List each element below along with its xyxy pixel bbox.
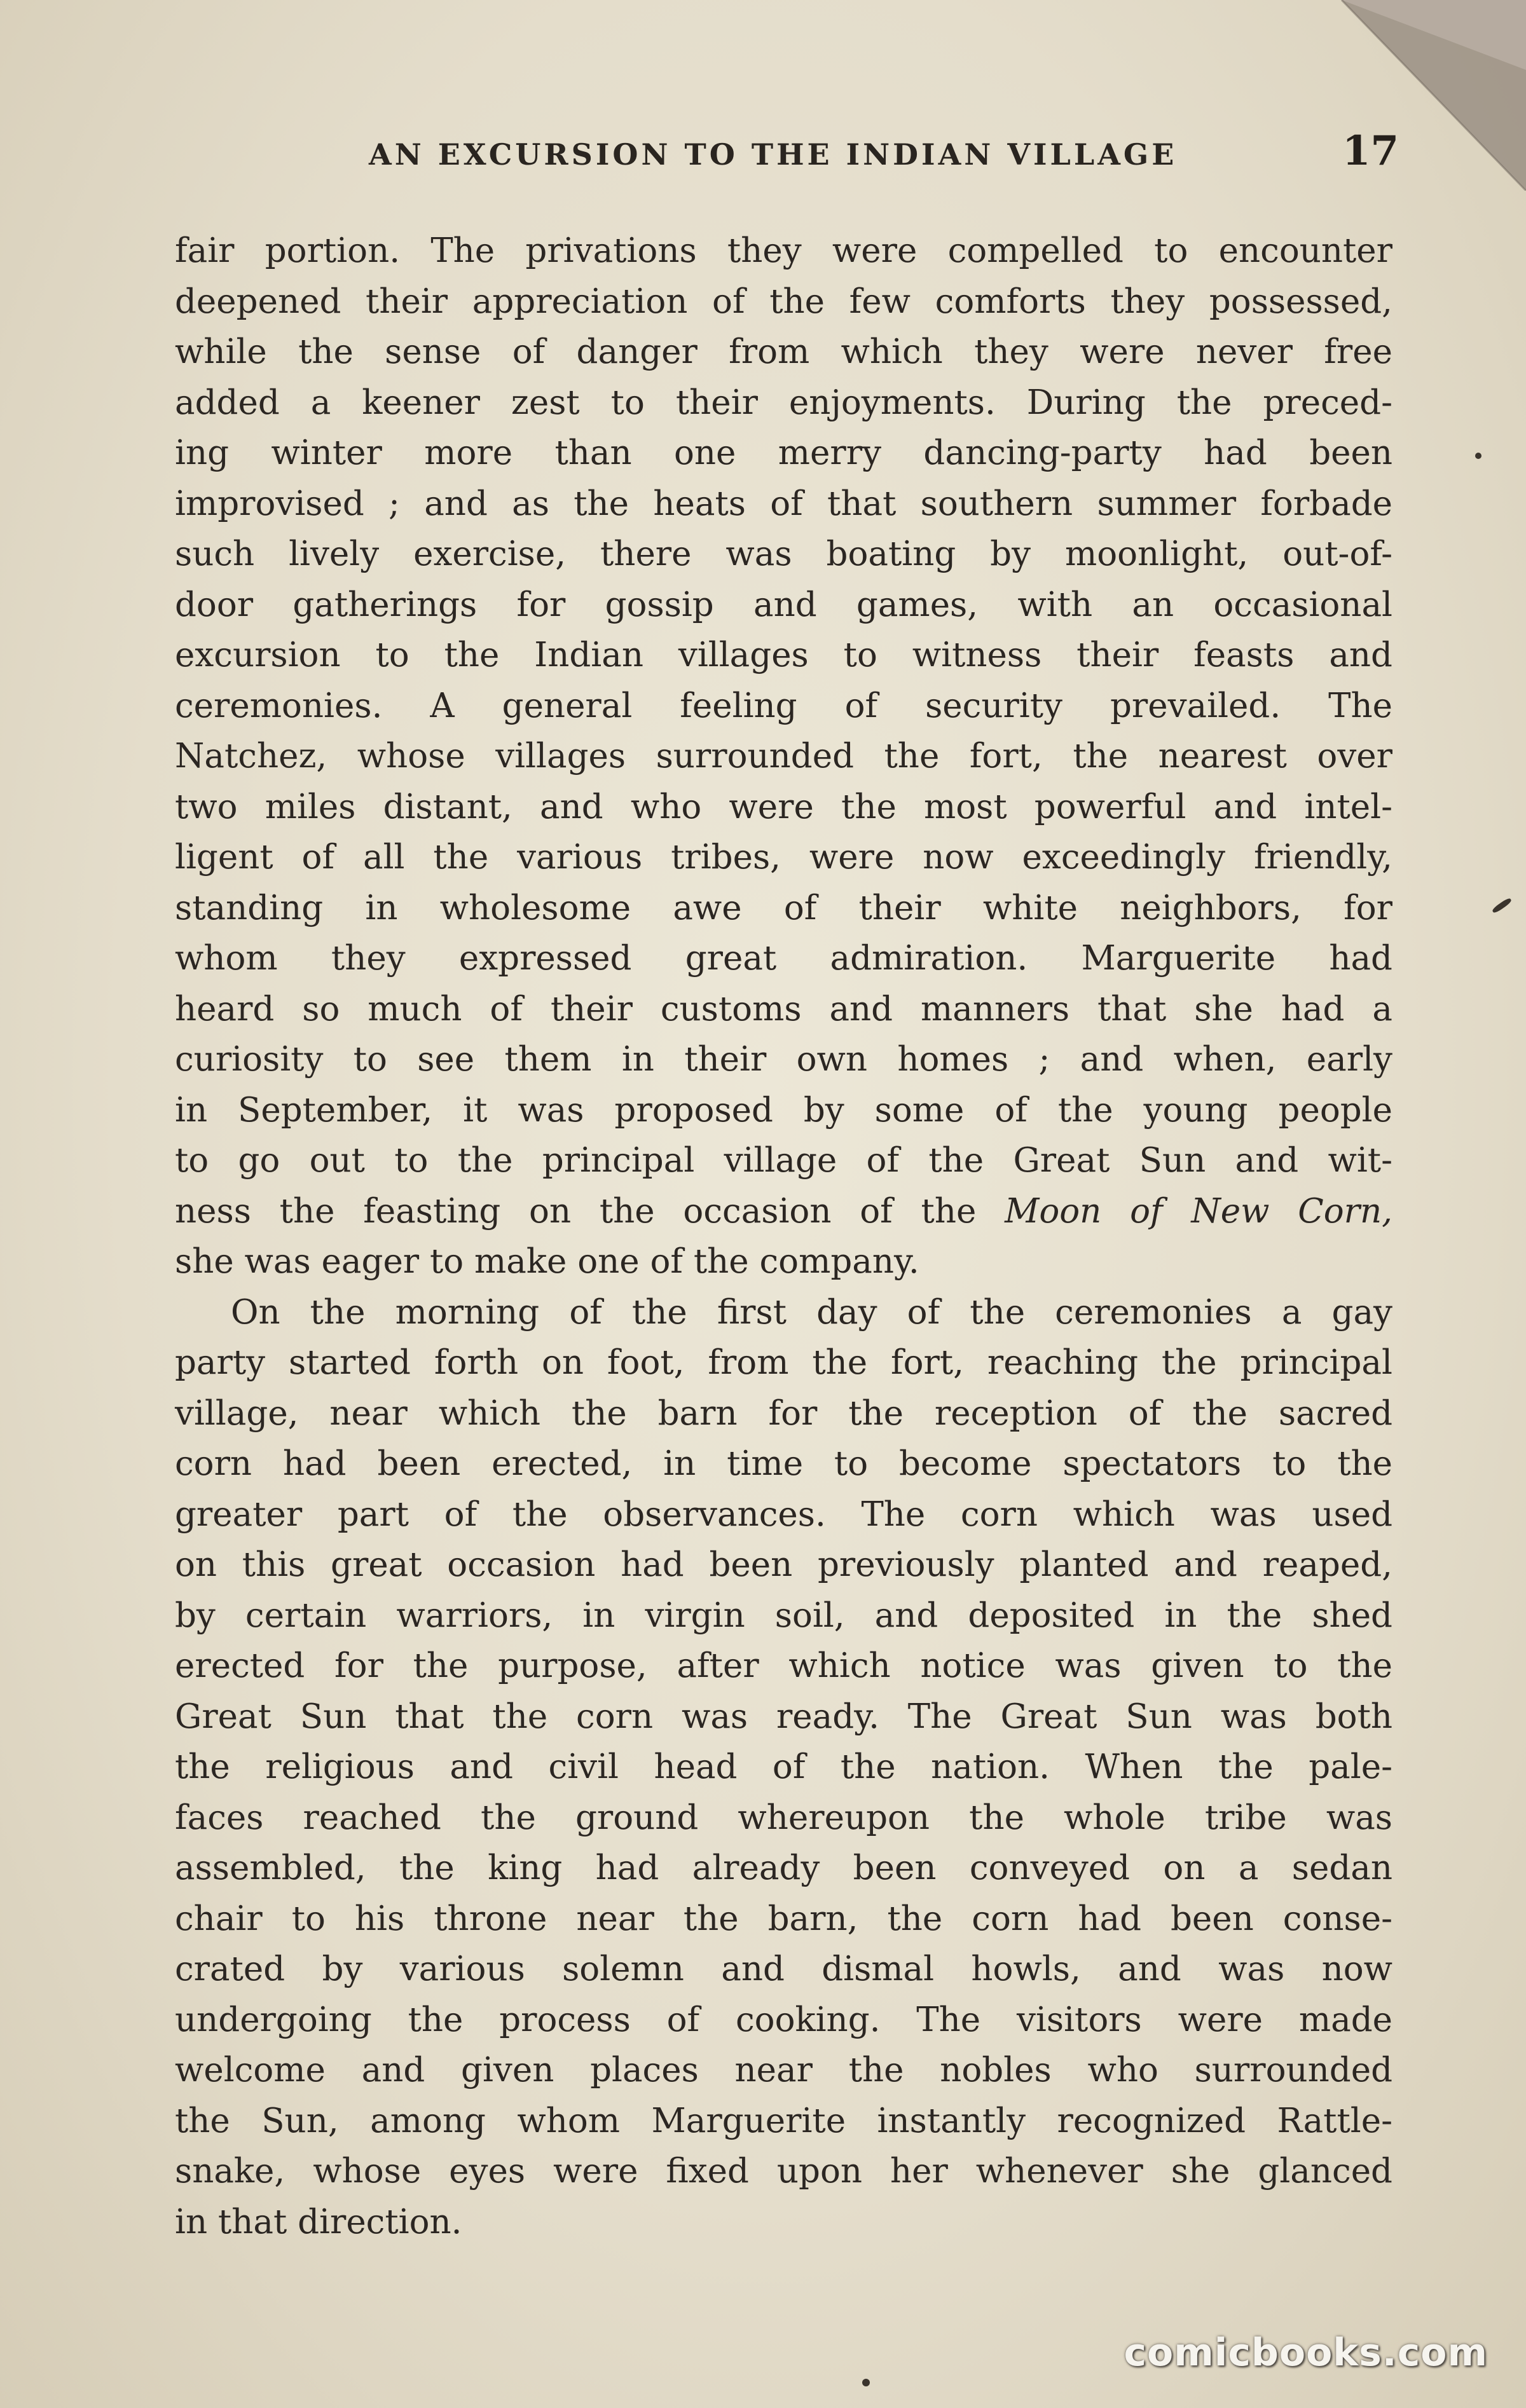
- text-line: in September, it was proposed by some of the young people: [175, 1090, 1392, 1130]
- text-line-start: ness the feasting on the occasion of the: [175, 1191, 977, 1231]
- text-line: snake, whose eyes were fixed upon her whenever she glanced: [175, 2152, 1392, 2191]
- text-line: village, near which the barn for the reception of the sacred: [175, 1393, 1392, 1433]
- page-number: 17: [1342, 127, 1399, 175]
- text-line: ligent of all the various tribes, were now exceedingly friendly,: [175, 838, 1392, 877]
- text-line: curiosity to see them in their own homes ; and when, early: [175, 1040, 1392, 1079]
- text-line: fair portion. The privations they were compelled to encounter: [175, 231, 1392, 270]
- text-line: party started forth on foot, from the fort, reaching the principal: [175, 1343, 1392, 1382]
- text-line: faces reached the ground whereupon the whole tribe was: [175, 1798, 1392, 1837]
- text-line: standing in wholesome awe of their white neighbors, for: [175, 888, 1392, 927]
- text-line: whom they expressed great admiration. Marguerite had: [175, 939, 1392, 978]
- text-line: heard so much of their customs and manners that she had a: [175, 989, 1392, 1029]
- text-line: corn had been erected, in time to become spectators to the: [175, 1444, 1392, 1483]
- text-line: crated by various solemn and dismal howls, and was now: [175, 1950, 1392, 1988]
- text-line: such lively exercise, there was boating by moonlight, out-of-: [175, 535, 1392, 573]
- text-line: she was eager to make one of the company.: [175, 1242, 919, 1281]
- text-line: the Sun, among whom Marguerite instantly recognized Rattle-: [175, 2101, 1392, 2140]
- text-line: improvised ; and as the heats of that southern summer forbade: [175, 484, 1392, 523]
- text-line: erected for the purpose, after which notice was given to the: [175, 1646, 1392, 1685]
- text-line: to go out to the principal village of the Great Sun and wit-: [175, 1141, 1392, 1180]
- text-line: welcome and given places near the nobles who surrounded: [175, 2051, 1392, 2090]
- text-line: On the morning of the first day of the ceremonies a gay: [231, 1292, 1392, 1332]
- text-line: chair to his throne near the barn, the corn had been conse-: [175, 1899, 1392, 1938]
- text-line: added a keener zest to their enjoyments. During the preced-: [175, 383, 1392, 422]
- text-line-with-italic: [175, 1186, 1392, 1237]
- text-line: in that direction.: [175, 2202, 462, 2241]
- ink-speck: [1475, 453, 1481, 459]
- text-line: deepened their appreciation of the few comforts they possessed,: [175, 282, 1392, 321]
- text-line: door gatherings for gossip and games, with an occasional: [175, 585, 1392, 624]
- text-line: assembled, the king had already been conveyed on a sedan: [175, 1849, 1392, 1887]
- text-line: undergoing the process of cooking. The visitors were made: [175, 2000, 1392, 2039]
- text-line: the religious and civil head of the nation. When the pale-: [175, 1748, 1392, 1786]
- text-line: Great Sun that the corn was ready. The Great Sun was both: [175, 1697, 1392, 1736]
- text-line: ceremonies. A general feeling of security prevailed. The: [175, 686, 1392, 725]
- text-line: two miles distant, and who were the most powerful and intel-: [175, 787, 1392, 826]
- body-text: [175, 226, 1392, 2247]
- watermark-logo: comicbooks.com: [1124, 2330, 1488, 2375]
- text-line: excursion to the Indian villages to witness their feasts and: [175, 636, 1392, 674]
- text-line: ing winter more than one merry dancing-party had been: [175, 434, 1392, 472]
- text-line: greater part of the observances. The corn which was used: [175, 1495, 1392, 1534]
- text-line: while the sense of danger from which they were never free: [175, 332, 1392, 371]
- running-head: [178, 127, 1399, 184]
- running-title: AN EXCURSION TO THE INDIAN VILLAGE: [369, 137, 1178, 172]
- italic-phrase: Moon of New Corn,: [1005, 1191, 1392, 1231]
- text-line: by certain warriors, in virgin soil, and deposited in the shed: [175, 1596, 1392, 1635]
- text-line: Natchez, whose villages surrounded the fort, the nearest over: [175, 737, 1392, 776]
- text-line: on this great occasion had been previously planted and reaped,: [175, 1545, 1392, 1584]
- ink-speck: [1491, 897, 1512, 914]
- ink-speck: [862, 2379, 870, 2386]
